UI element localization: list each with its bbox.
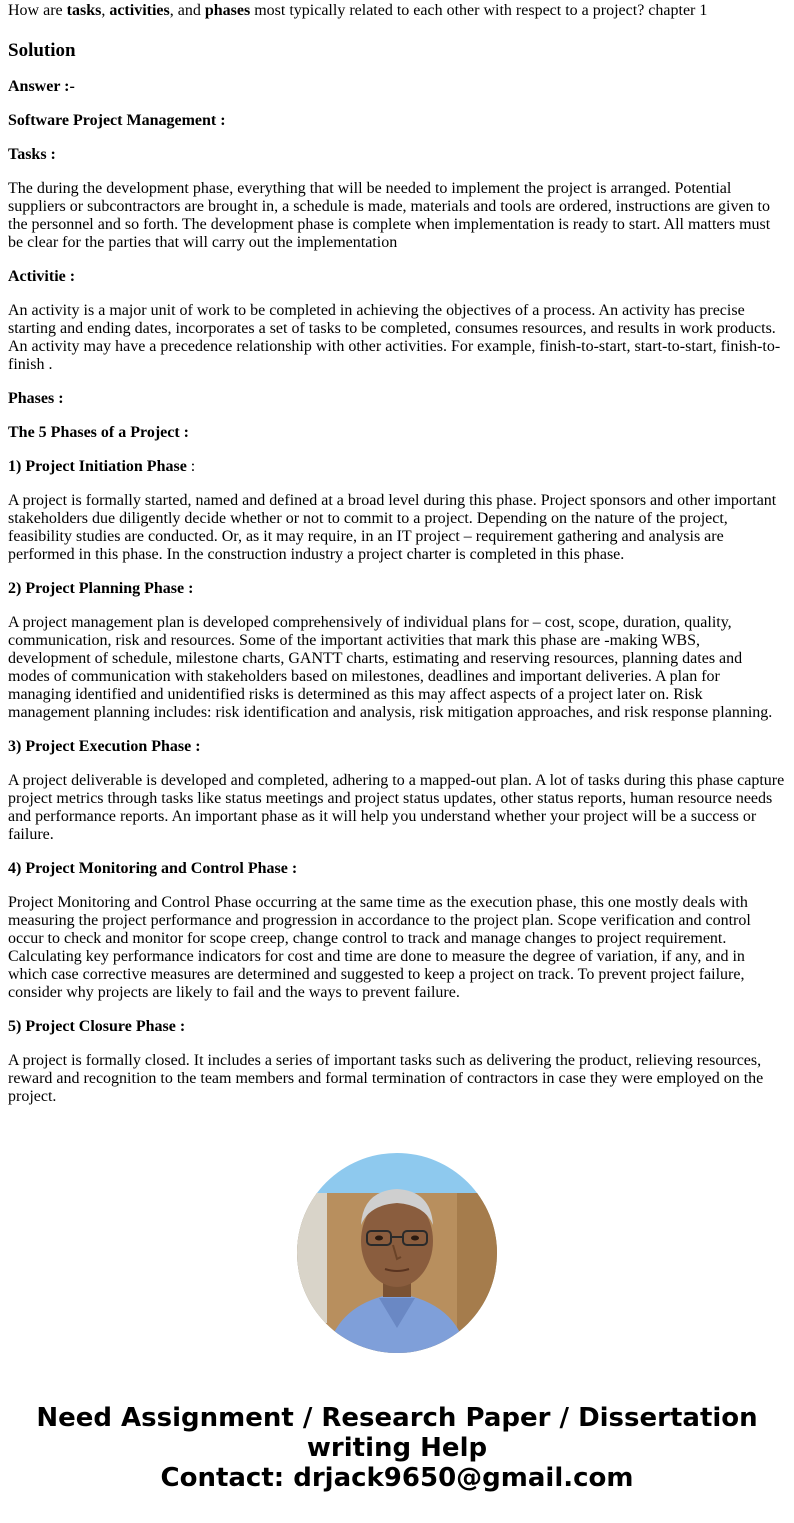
activities-heading: Activitie : [8, 268, 76, 285]
five-phases-heading: The 5 Phases of a Project : [8, 424, 189, 441]
phase-4-heading: 4) Project Monitoring and Control Phase : [8, 860, 298, 877]
solution-heading: Solution [8, 40, 76, 61]
phase-1-heading: 1) Project Initiation Phase : [8, 458, 196, 475]
term-activities: activities [109, 2, 170, 19]
phase-5-text: A project is formally closed. It includes a series of important tasks such as delivering the product, relieving resources, reward and recognition to the team members and formal termination of contractors in case they were employed on the project. [8, 1052, 764, 1105]
footer-line-2: writing Help [306, 1433, 488, 1463]
phase-3-text: A project deliverable is developed and completed, adhering to a mapped-out plan. A lot of tasks during this phase capture project metrics through tasks like status meetings and project status updates, other status reports, human resource needs and performance reports. An important phase as it will help you understand whether your project will be a success or failure. [8, 772, 785, 843]
answer-label: Answer :- [8, 78, 75, 95]
question: How are tasks, activities, and phases most typically related to each other with respect to a project? chapter 1 [8, 2, 708, 19]
author-photo [297, 1153, 497, 1353]
footer-line-1: Need Assignment / Research Paper / Dissertation [36, 1403, 758, 1433]
author-portrait-image [297, 1153, 497, 1353]
phase-2-text: A project management plan is developed comprehensively of individual plans for – cost, scope, duration, quality, communication, risk and resources. Some of the important activities that mark this phase are -making WBS, development of schedule, milestone charts, GANTT charts, estimating and reserving resources, planning dates and modes of communication with stakeholders based on milestones, deadlines and important deliveries. A plan for managing identified and unidentified risks is determined as this may affect aspects of a project later on. Risk management planning includes: risk identification and analysis, risk mitigation approaches, and risk response planning. [8, 614, 773, 721]
term-phases: phases [204, 2, 251, 19]
phase-5-heading: 5) Project Closure Phase : [8, 1018, 186, 1035]
phase-4-text: Project Monitoring and Control Phase occurring at the same time as the execution phase, this one mostly deals with measuring the project performance and progression in accordance to the project plan. Scope verification and control occur to check and monitor for scope creep, change control to track and manage changes to project requirement. Calculating key performance indicators for cost and time are done to measure the degree of variation, if any, and in which case corrective measures are determined and suggested to keep a project on track. To prevent project failure, consider why projects are likely to fail and the ways to prevent failure. [8, 894, 751, 1001]
spm-heading: Software Project Management : [8, 112, 226, 129]
phase-2-heading: 2) Project Planning Phase : [8, 580, 194, 597]
document-body [8, 2, 786, 1106]
tasks-heading: Tasks : [8, 146, 56, 163]
phase-1-text: A project is formally started, named and defined at a broad level during this phase. Project sponsors and other important stakeholders due diligently decide whether or not to commit to a project. Depending on the nature of the project, feasibility studies are conducted. Or, as it may require, in an IT project – requirement gathering and analysis are performed in this phase. In the construction industry a project charter is completed in this phase. [8, 492, 777, 563]
phase-3-heading: 3) Project Execution Phase : [8, 738, 201, 755]
footer-contact: Contact: drjack9650@gmail.com [160, 1463, 634, 1493]
phases-heading: Phases : [8, 390, 64, 407]
footer-banner [0, 1403, 794, 1493]
activities-text: An activity is a major unit of work to be completed in achieving the objectives of a process. An activity has precise starting and ending dates, incorporates a set of tasks to be completed, consumes resources, and results in work products. An activity may have a precedence relationship with other activities. For example, finish-to-start, start-to-start, finish-to-finish . [8, 302, 781, 373]
tasks-text: The during the development phase, everything that will be needed to implement the project is arranged. Potential suppliers or subcontractors are brought in, a schedule is made, materials and tools are ordered, instructions are given to the personnel and so forth. The development phase is complete when implementation is ready to start. All matters must be clear for the parties that will carry out the implementation [8, 180, 771, 251]
term-tasks: tasks [66, 2, 102, 19]
